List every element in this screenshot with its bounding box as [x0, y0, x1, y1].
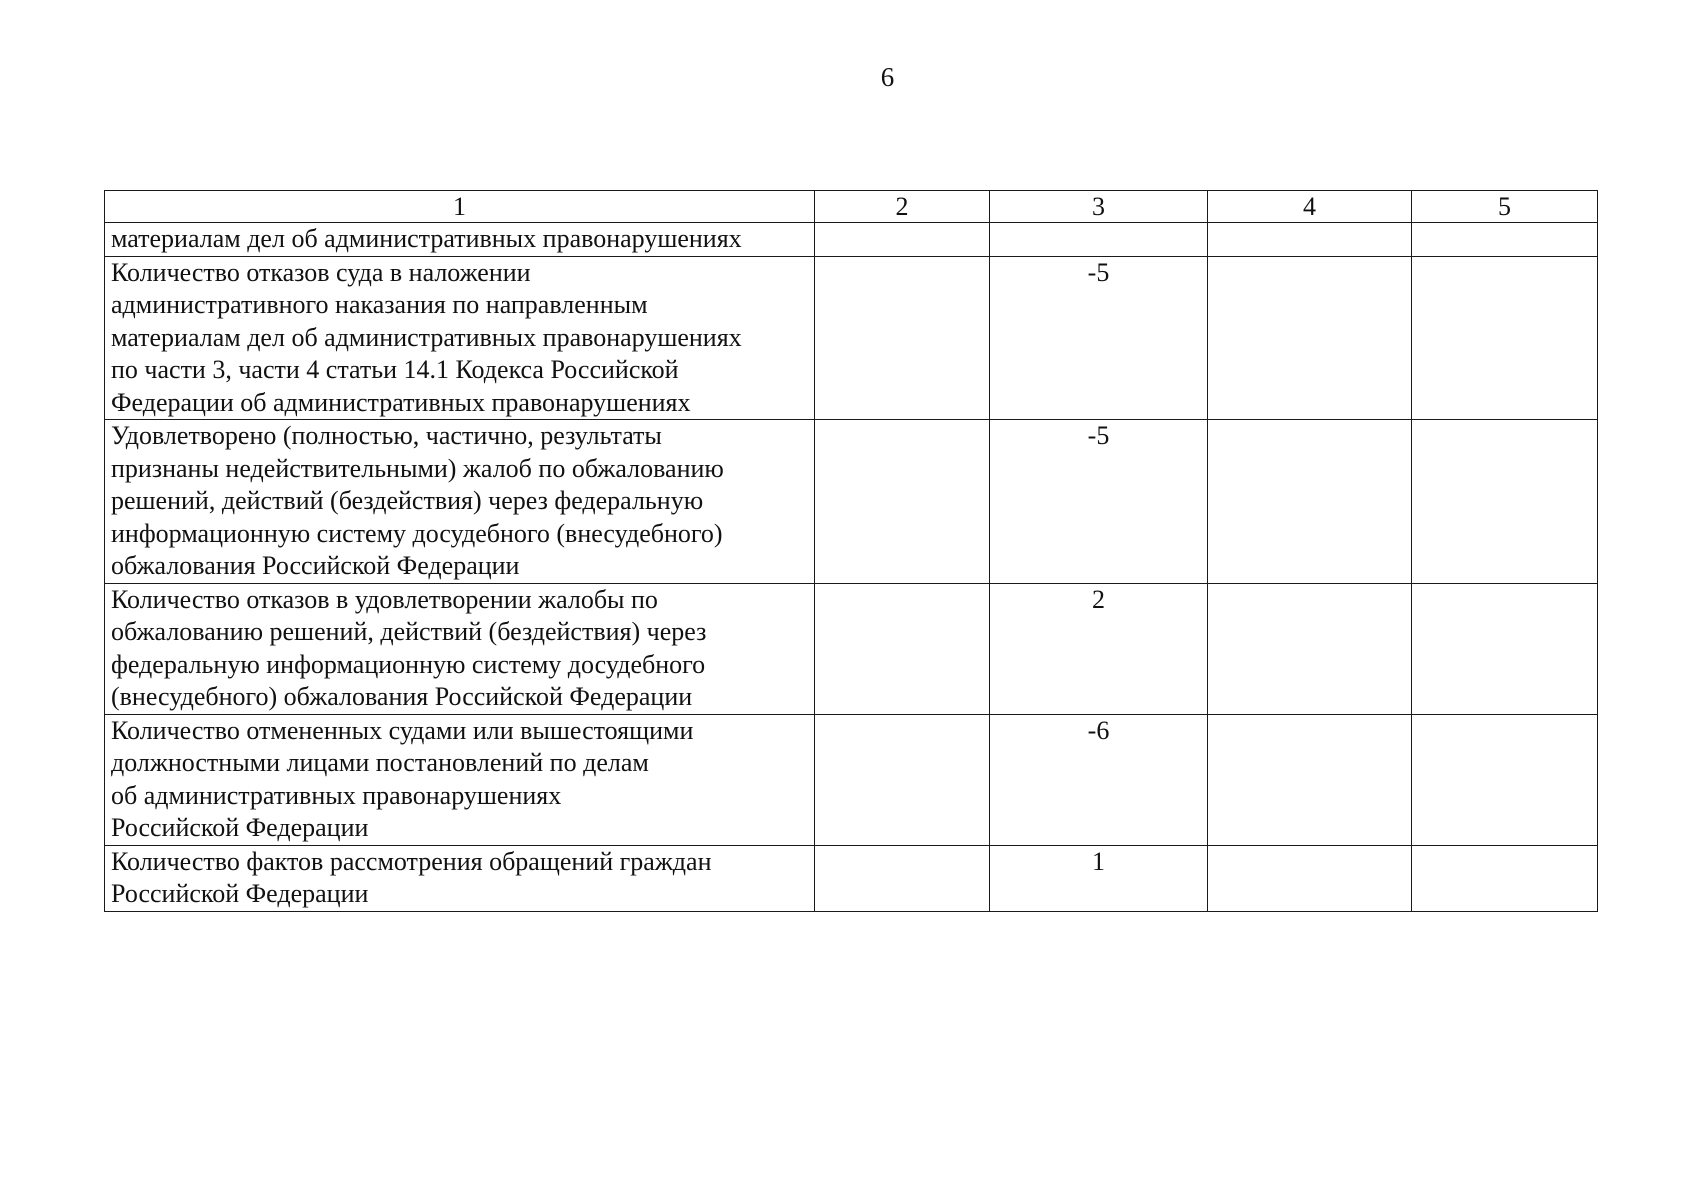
indicators-table	[104, 190, 1598, 912]
cell-col-5	[1412, 714, 1598, 845]
cell-col-5	[1412, 223, 1598, 257]
row-label: Количество фактов рассмотрения обращений граждан Российской Федерации	[105, 845, 815, 911]
column-header-2: 2	[815, 191, 990, 223]
row-label: Количество отказов в удовлетворении жалобы по обжалованию решений, действий (бездействия) через федеральную информационную систему досудебного (внесудебного) обжалования Российской Федерации	[105, 583, 815, 714]
column-header-5: 5	[1412, 191, 1598, 223]
table-row	[105, 714, 1598, 845]
table-row	[105, 420, 1598, 584]
column-header-1: 1	[105, 191, 815, 223]
column-header-4: 4	[1208, 191, 1412, 223]
cell-col-5	[1412, 845, 1598, 911]
cell-col-5	[1412, 583, 1598, 714]
cell-col-2	[815, 223, 990, 257]
table-row	[105, 223, 1598, 257]
row-label: Количество отмененных судами или вышестоящими должностными лицами постановлений по делам об административных правонарушениях Российской Федерации	[105, 714, 815, 845]
cell-col-4	[1208, 223, 1412, 257]
header-row	[105, 191, 1598, 223]
cell-col-3: -6	[990, 714, 1208, 845]
cell-col-4	[1208, 714, 1412, 845]
cell-col-5	[1412, 420, 1598, 584]
page-number: 6	[880, 62, 895, 92]
cell-col-3	[990, 223, 1208, 257]
cell-col-4	[1208, 583, 1412, 714]
cell-col-4	[1208, 256, 1412, 420]
cell-col-3: 1	[990, 845, 1208, 911]
table-row	[105, 583, 1598, 714]
cell-col-2	[815, 420, 990, 584]
row-label: Количество отказов суда в наложении административного наказания по направленным материалам дел об административных правонарушениях по части 3, части 4 статьи 14.1 Кодекса Российской Федерации об административных правонарушениях	[105, 256, 815, 420]
row-label: Удовлетворено (полностью, частично, результаты признаны недействительными) жалоб по обжалованию решений, действий (бездействия) через федеральную информационную систему досудебного (внесудебного) обжалования Российской Федерации	[105, 420, 815, 584]
cell-col-3: 2	[990, 583, 1208, 714]
cell-col-4	[1208, 845, 1412, 911]
cell-col-4	[1208, 420, 1412, 584]
cell-col-5	[1412, 256, 1598, 420]
table-row	[105, 256, 1598, 420]
cell-col-3: -5	[990, 420, 1208, 584]
row-label: материалам дел об административных правонарушениях	[105, 223, 815, 257]
cell-col-2	[815, 256, 990, 420]
cell-col-3: -5	[990, 256, 1208, 420]
column-header-3: 3	[990, 191, 1208, 223]
cell-col-2	[815, 845, 990, 911]
cell-col-2	[815, 714, 990, 845]
cell-col-2	[815, 583, 990, 714]
table-row	[105, 845, 1598, 911]
